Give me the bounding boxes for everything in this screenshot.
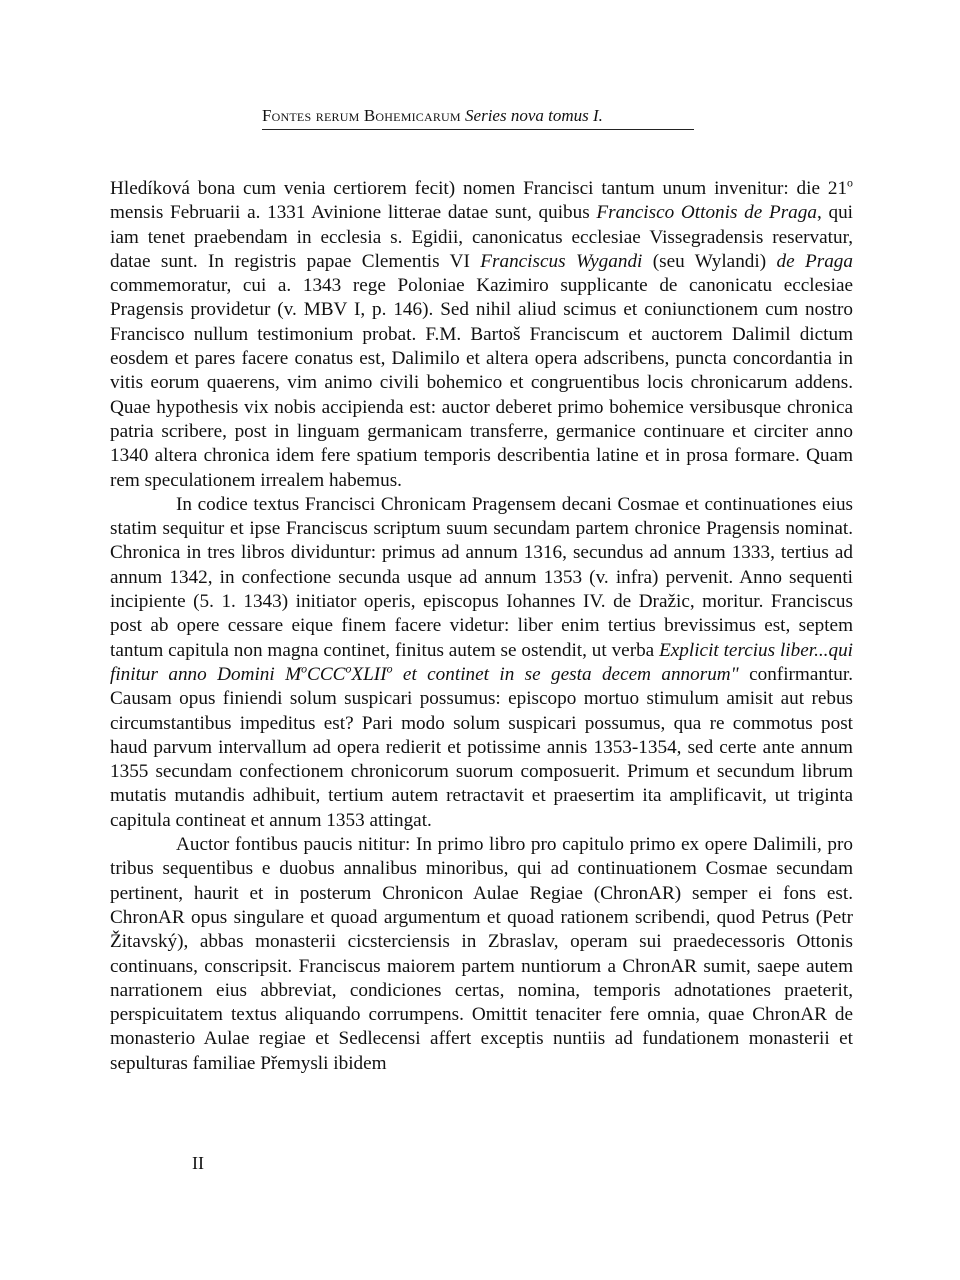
superscript: o: [301, 661, 308, 676]
body-text: [110, 177, 853, 1076]
italic-text: Francisco Ottonis de Praga: [596, 202, 817, 224]
superscript: o: [345, 661, 352, 676]
text-run: Hledíková bona cum venia certiorem fecit) nomen Francisci tantum unum invenitur: die 21: [110, 178, 848, 199]
italic-text: Franciscus Wygandi: [480, 250, 643, 272]
superscript: o: [847, 175, 853, 190]
text-run: mensis Februarii a. 1331 Avinione litterae datae sunt, quibus: [110, 202, 597, 224]
italic-text: Explicit tercius liber...qui finitur anno Domini M: [110, 639, 853, 685]
italic-text: XLII: [351, 663, 387, 685]
text-run: Auctor fontibus paucis nititur: In primo libro pro capitulo primo ex opere Dalimili, pro tribus sequentibus e duobus annalibus minoribus, qui ad continuationem Cosmae secundam pertinent, haurit et in posterum Chronicon Aulae Regiae (ChronAR) semper ei fons est. ChronAR opus singulare et quoad argumentum et quoad rationem scribendi, quod Petrus (Petr Žitavský), abbas monasterii cicsterciensis in Zbraslav, operam sui praedecessoris Ottonis continuans, conscripsit. Franciscus maiorem partem nuntiorum a ChronAR sumit, saepe autem narrationem eius abbreviat, condiciones certas, nomina, temporis adnotationes praeterit, perspicuitatem textus aliquando corrumpens. Omittit tenaciter fere omnia, quae ChronAR de monasterio Aulae regiae et Sedlecensi affert exceptis nuntiis ad fundationem monasterii et sepulturas familiae Přemysli ibidem: [110, 834, 853, 1074]
running-head-series-title: Fontes rerum Bohemicarum: [262, 106, 461, 125]
superscript: o: [386, 661, 393, 676]
italic-text: CCC: [307, 663, 346, 685]
running-head-volume: Series nova tomus I.: [465, 106, 603, 125]
body-paragraph: [110, 177, 853, 493]
body-paragraph: [110, 493, 853, 833]
text-run: , qui iam tenet praebendam in ecclesia s. Egidii, canonicatus ecclesiae Vissegradensis reservatur, datae sunt. In registris papae Clementis VI: [110, 202, 853, 272]
running-head: [262, 105, 694, 130]
italic-text: et continet in se gesta decem annorum": [392, 663, 739, 685]
text-run: In codice textus Francisci Chronicam Pragensem decani Cosmae et continuationes eius statim sequitur et ipse Franciscus scriptum suum secundam partem chronice Pragensis nominat. Chronica in tres libros dividuntur: primus ad annum 1316, secundus ad annum 1333, tertius ad annum 1342, in confectione secunda usque ad annum 1353 (v. infra) pervenit. Anno sequenti incipiente (5. 1. 1343) initiator operis, episcopus Iohannes IV. de Dražic, moritur. Franciscus post ab opere cessare eique finem facere videtur: liber enim tertius brevissimus est, septem tantum capitula non magna continet, finitus autem se ostendit, ut verba: [110, 493, 853, 661]
body-paragraph: [110, 833, 853, 1076]
text-run: (seu Wylandi): [642, 250, 777, 272]
text-run: commemoratur, cui a. 1343 rege Poloniae Kazimiro supplicante de canonicatu ecclesiae Pragensis providetur (v. MBV I, p. 146). Sed nihil aliud scimus et coniunctionem cum nostro Francisco nullum testimonium probat. F.M. Bartoš Franciscum et auctorem Dalimil dictum eosdem et pares facere conatus est, Dalimilo et altera opera adscribens, puncta concordantia in vitis eorum quaerens, vim animo civili bohemico et congruentibus locis chronicarum addens. Quae hypothesis vix nobis accipienda est: auctor deberet primo bohemice versibusque chronica patria scribere, post in linguam germanicam transferre, germanice continuare et circiter anno 1340 altera chronica idem fere spatium temporis describentia latine et in prosa formare. Quam rem speculationem irrealem habemus.: [110, 275, 853, 491]
italic-text: de Praga: [776, 250, 853, 272]
page-number: II: [192, 1153, 204, 1173]
text-run: confirmantur. Causam opus finiendi solum suspicari possumus: episcopo mortuo stimulum amisit aut rebus circumstantibus impeditus est? Pari modo solum suspicari possumus, qua re commotus post haud parvum intervallum ad opera redierit et potissime annis 1353-1354, sed certe ante annum 1355 secundam confectionem chronicorum suorum composuerit. Primum et secundum librum mutatis mutandis adhibuit, tertium autem retractavit et praesertim ita amplificavit, ut triginta capitula contineat et annum 1353 attingat.: [110, 663, 853, 831]
